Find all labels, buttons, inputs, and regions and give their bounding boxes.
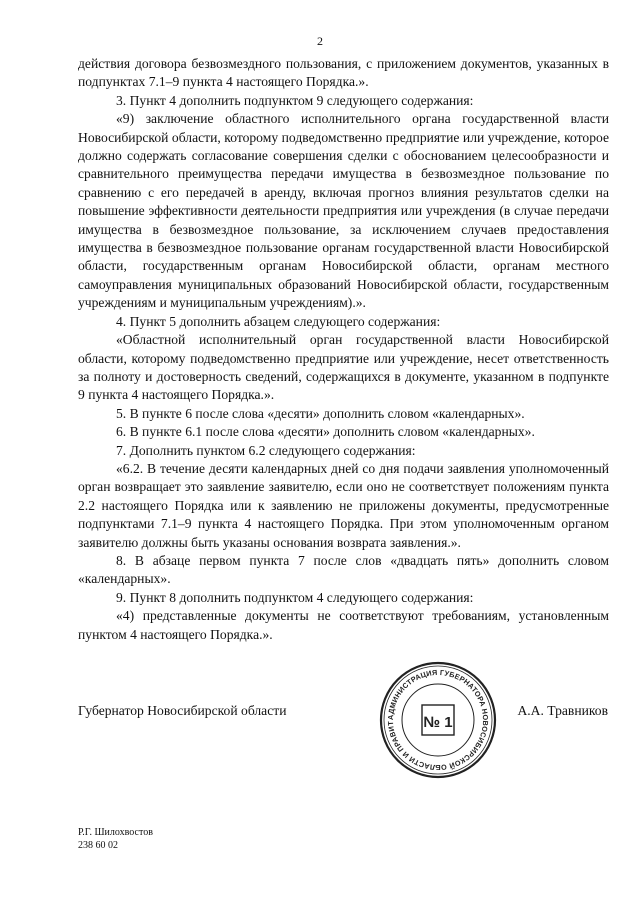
paragraph: действия договора безвозмездного пользования, с приложением документов, указанных в подпунктах 7.1–9 пункта 4 настоящего Порядка.». — [78, 56, 609, 90]
paragraph: 8. В абзаце первом пункта 7 после слов «двадцать пять» дополнить словом «календарных». — [78, 552, 609, 587]
official-seal — [378, 660, 498, 780]
paragraph: 5. В пункте 6 после слова «десяти» дополнить словом «календарных». — [116, 405, 525, 421]
executor-info — [78, 826, 153, 852]
paragraph: 4. Пункт 5 дополнить абзацем следующего содержания: — [116, 313, 441, 329]
signature-block — [78, 703, 609, 723]
paragraph: 9. Пункт 8 дополнить подпунктом 4 следующего содержания: — [116, 589, 474, 605]
paragraph: 6. В пункте 6.1 после слова «десяти» дополнить словом «календарных». — [116, 424, 535, 440]
paragraph: «4) представленные документы не соответствуют требованиям, установленным пунктом 4 настоящего Порядка.». — [78, 608, 609, 642]
signatory-role: Губернатор Новосибирской области — [78, 703, 287, 718]
executor-name: Р.Г. Шилохвостов — [78, 827, 153, 838]
document-body — [78, 55, 609, 644]
page-number: 2 — [317, 34, 323, 48]
paragraph: «6.2. В течение десяти календарных дней со дня подачи заявления уполномоченный орган возвращает это заявление заявителю, если оно не соответствует положениям пункта 2.2 настоящего Порядка или к заявлению не приложены документы, предусмотренные подпунктами 7.1–9 пункта 4 настоящего Порядка. При этом уполномоченным органом заявителю должны быть указаны основания возврата заявления.». — [78, 460, 609, 550]
paragraph: 7. Дополнить пунктом 6.2 следующего содержания: — [116, 442, 416, 458]
paragraph: «Областной исполнительный орган государственной власти Новосибирской области, которому подведомственно предприятие или учреждение, несет ответственность за полноту и достоверность сведений, содержащихся в документе, указанном в подпункте 9 пункта 4 настоящего Порядка.». — [78, 332, 609, 403]
executor-phone: 238 60 02 — [78, 840, 118, 851]
paragraph: «9) заключение областного исполнительного органа государственной власти Новосибирской области, которому подведомственно предприятие или учреждение, которое должно содержать согласование совершения сделки с обоснованием целесообразности и сравнительного преимущества передачи имущества в безвозмездное пользование по сравнению с его передачей в аренду, включая прогноз влияния результатов сделки на повышение эффективности деятельности предприятия или учреждения (в случае передачи имущества в безвозмездное пользование, за исключением случаев предоставления имущества в безвозмездное пользование органам государственной власти Новосибирской области, государственным органам Новосибирской области, органам местного самоуправления муниципальных образований Новосибирской области, государственным учреждениям и муниципальным учреждениям).». — [78, 111, 609, 311]
svg-text:№ 1: № 1 — [423, 714, 453, 731]
svg-text:АДМИНИСТРАЦИЯ ГУБЕРНАТОРА НОВО: АДМИНИСТРАЦИЯ ГУБЕРНАТОРА НОВОСИБИРСКОЙ ОБЛАСТИ И ПРАВИТ — [385, 667, 491, 773]
signatory-name: А.А. Травников — [517, 703, 608, 718]
paragraph: 3. Пункт 4 дополнить подпунктом 9 следующего содержания: — [116, 92, 474, 108]
